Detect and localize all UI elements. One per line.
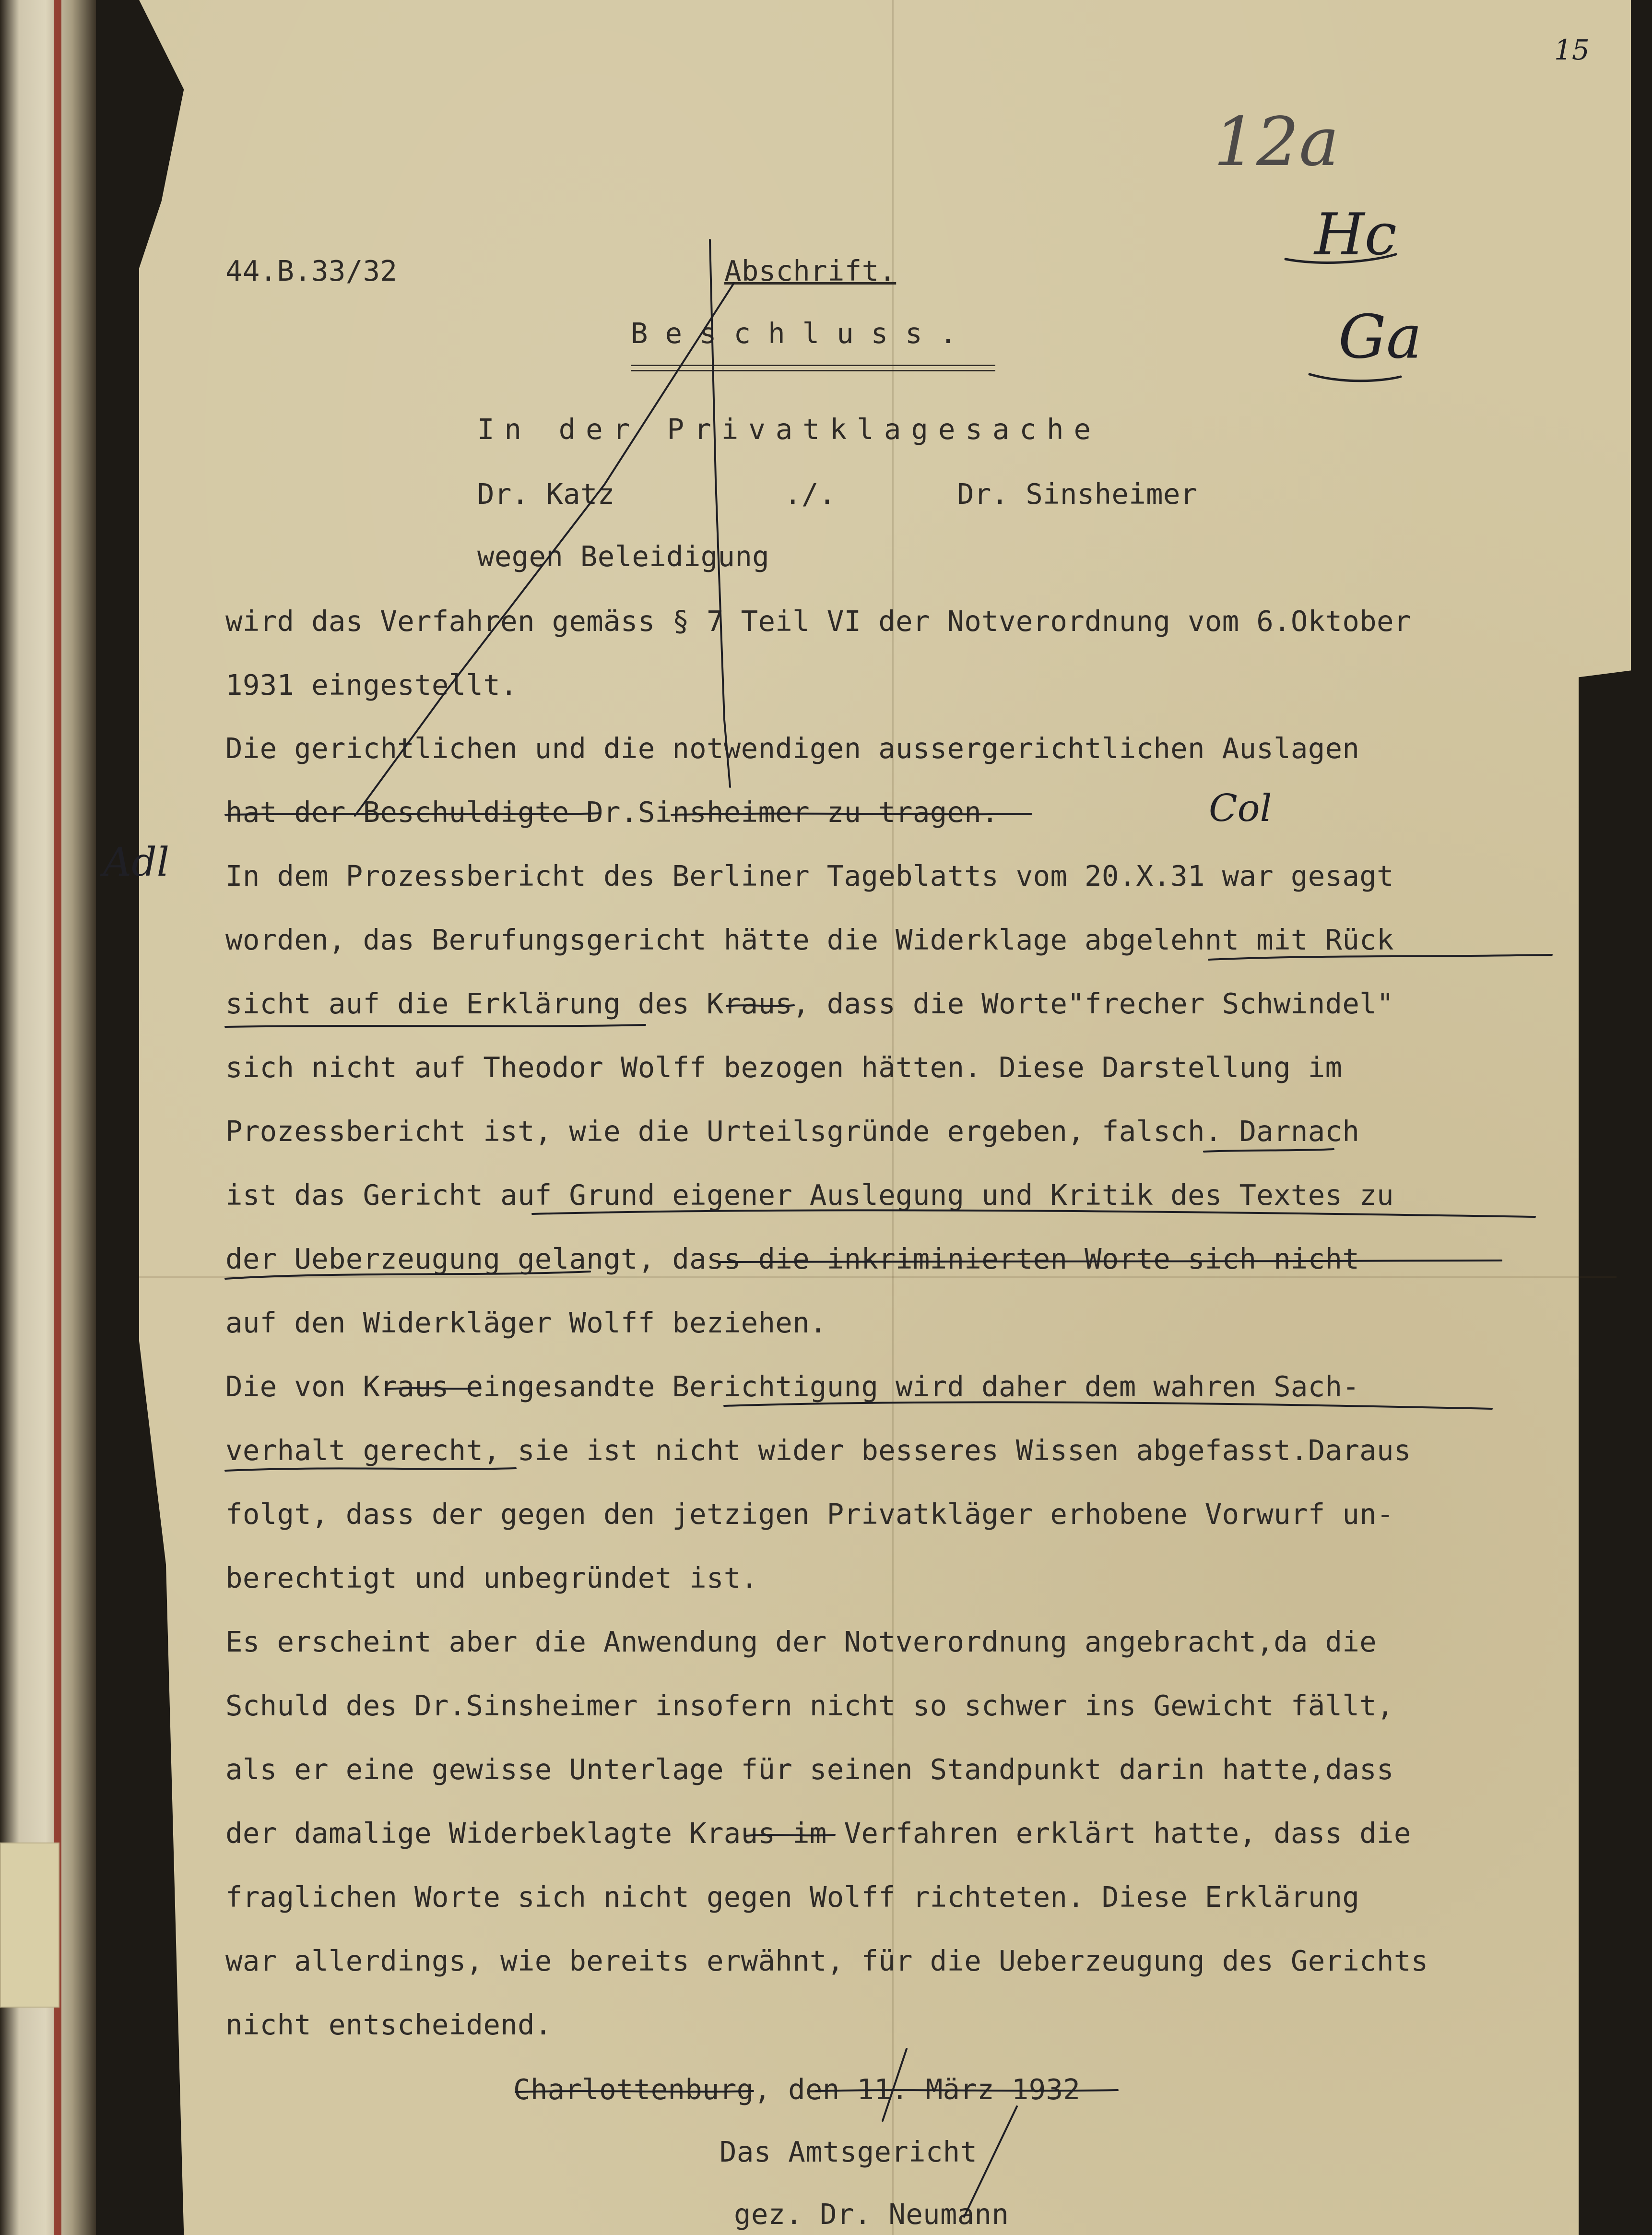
defendant-name: Dr. Sinsheimer <box>957 477 1198 511</box>
court-name: Das Amtsgericht <box>720 2135 978 2168</box>
case-type-line: In der Privatklagesache <box>477 413 1101 446</box>
pencil-annotation: 12a <box>1214 103 1339 181</box>
body-line: war allerdings, wie bereits erwähnt, für die Ueberzeugung des Gerichts <box>225 1944 1428 1977</box>
body-line: hat der Beschuldigte Dr.Sinsheimer zu tragen. <box>225 796 999 829</box>
plaintiff-name: Dr. Katz <box>477 477 615 511</box>
body-line: der damalige Widerbeklagte Kraus im Verfahren erklärt hatte, dass die <box>225 1817 1411 1850</box>
body-line: sicht auf die Erklärung des Kraus, dass die Worte"frecher Schwindel" <box>225 987 1394 1020</box>
body-line: 1931 eingestellt. <box>225 668 518 701</box>
body-line: Es erscheint aber die Anwendung der Notverordnung angebracht,da die <box>225 1625 1377 1658</box>
copy-label: Abschrift. <box>724 254 897 287</box>
body-line: folgt, dass der gegen den jetzigen Privatkläger erhobene Vorwurf un- <box>225 1498 1394 1531</box>
ink-annotation-ga: Ga <box>1338 302 1422 372</box>
ink-annotation-margin: Adl <box>103 840 169 885</box>
signature-line: gez. Dr. Neumann <box>734 2198 1009 2231</box>
body-line: In dem Prozessbericht des Berliner Tageblatts vom 20.X.31 war gesagt <box>225 859 1394 892</box>
stamp-number: 15 <box>1554 34 1590 66</box>
body-line: Schuld des Dr.Sinsheimer insofern nicht so schwer ins Gewicht fällt, <box>225 1689 1394 1722</box>
versus-mark: ./. <box>784 477 836 511</box>
body-line: als er eine gewisse Unterlage für seinen Standpunkt darin hatte,dass <box>225 1753 1394 1786</box>
ink-annotation-col: Col <box>1209 787 1272 830</box>
heading-double-underline <box>631 365 995 371</box>
body-line: Die gerichtlichen und die notwendigen aussergerichtlichen Auslagen <box>225 732 1360 765</box>
body-line: Die von Kraus eingesandte Berichtigung wird daher dem wahren Sach- <box>225 1370 1360 1403</box>
body-line: fraglichen Worte sich nicht gegen Wolff richteten. Diese Erklärung <box>225 1880 1360 1914</box>
place-date: Charlottenburg, den 11. März 1932 <box>513 2073 1081 2106</box>
file-reference: 44.B.33/32 <box>225 254 398 287</box>
body-line: verhalt gerecht, sie ist nicht wider besseres Wissen abgefasst.Daraus <box>225 1434 1411 1467</box>
document-heading: Beschluss. <box>631 317 974 350</box>
horizontal-fold-line <box>139 1276 1617 1278</box>
body-line: berechtigt und unbegründet ist. <box>225 1561 758 1594</box>
body-line: sich nicht auf Theodor Wolff bezogen hätten. Diese Darstellung im <box>225 1051 1343 1084</box>
body-line: Prozessbericht ist, wie die Urteilsgründe ergeben, falsch. Darnach <box>225 1115 1360 1148</box>
binding-tab <box>0 1843 59 2008</box>
ink-annotation-hc: Hc <box>1314 202 1397 268</box>
body-line: nicht entscheidend. <box>225 2008 552 2041</box>
body-line: ist das Gericht auf Grund eigener Auslegung und Kritik des Textes zu <box>225 1178 1394 1212</box>
body-line: wird das Verfahren gemäss § 7 Teil VI der Notverordnung vom 6.Oktober <box>225 605 1411 638</box>
body-line: worden, das Berufungsgericht hätte die Widerklage abgelehnt mit Rück <box>225 923 1394 956</box>
case-subject: wegen Beleidigung <box>477 540 769 573</box>
body-line: der Ueberzeugung gelangt, dass die inkriminierten Worte sich nicht <box>225 1242 1360 1275</box>
body-line: auf den Widerkläger Wolff beziehen. <box>225 1306 827 1339</box>
